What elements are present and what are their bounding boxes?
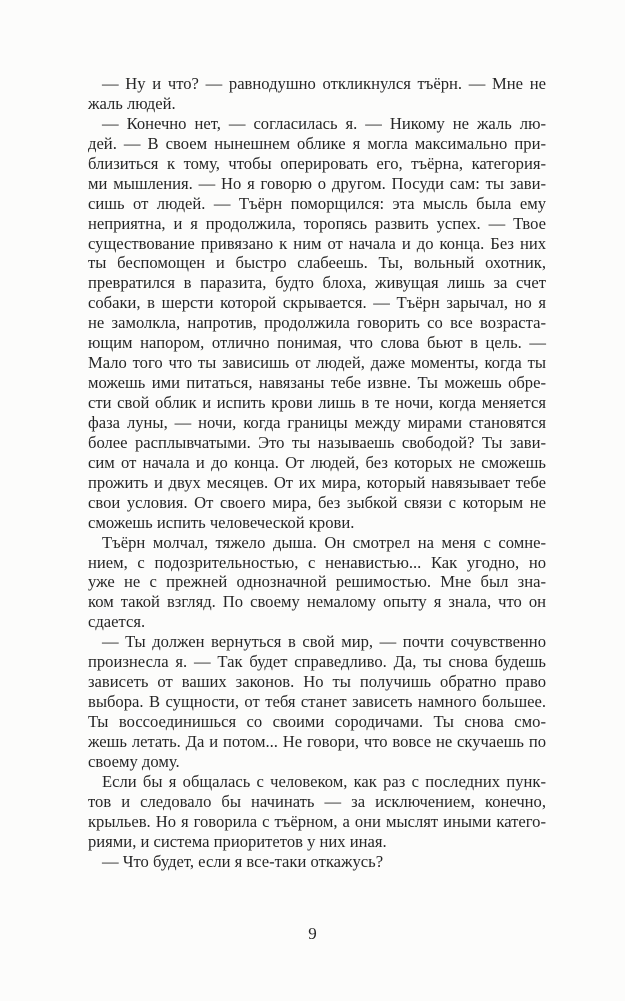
- text-line: свои условия. От своего мира, без зыбкой связи с которым не: [88, 492, 546, 512]
- text-line: прожить и двух месяцев. От их мира, который навязывает тебе: [88, 472, 546, 492]
- text-line: не замолкла, напротив, продолжила говорить со все возраста-: [88, 313, 546, 333]
- text-line: Если бы я общалась с человеком, как раз с последних пунк-: [102, 771, 546, 791]
- text-line: риями, и система приоритетов у них иная.: [88, 831, 387, 851]
- text-line: собаки, в шерсти которой скрывается. — Тъёрн зарычал, но я: [88, 293, 546, 313]
- text-line: сти свой облик и испить крови лишь в те ночи, когда меняется: [88, 393, 546, 412]
- paragraph: [88, 114, 546, 533]
- text-line: нием, с подозрительностью, с ненавистью... Как угодно, но: [88, 552, 546, 572]
- page-number: 9: [308, 924, 317, 943]
- text-line: близиться к тому, чтобы оперировать его, тъёрна, категория-: [88, 153, 546, 173]
- paragraph: [88, 533, 546, 633]
- text-line: Тъёрн молчал, тяжело дыша. Он смотрел на меня с сомне-: [102, 532, 546, 552]
- text-line: ми мышления. — Но я говорю о другом. Посуди сам: ты зави-: [88, 173, 546, 193]
- text-line: фаза луны, — ночи, когда границы между мирами становятся: [88, 412, 546, 432]
- text-line: существование привязано к ним от начала и до конца. Без них: [88, 233, 546, 253]
- text-line: можешь ими питаться, навязаны тебе извне. Ты можешь обре-: [88, 373, 546, 393]
- text-line: своему дому.: [88, 751, 180, 771]
- text-line: зависеть от ваших законов. Но ты получишь обратно право: [88, 672, 546, 692]
- paragraph: [88, 772, 546, 852]
- paragraph: [88, 632, 546, 772]
- text-line: произнесла я. — Так будет справедливо. Да, ты снова будешь: [88, 652, 546, 672]
- text-line: — Конечно нет, — согласилась я. — Никому не жаль лю-: [102, 113, 546, 133]
- text-line: выбора. В сущности, от тебя станет зависеть намного большее.: [88, 692, 546, 712]
- paragraph: [88, 74, 546, 114]
- text-line: жаль людей.: [88, 93, 176, 113]
- text-line: неприятна, и я продолжила, торопясь развить успех. — Твое: [88, 213, 546, 233]
- text-line: крыльев. Но я говорила с тъёрном, а они мыслят иными катего-: [88, 811, 546, 831]
- text-line: ты беспомощен и быстро слабеешь. Ты, вольный охотник,: [88, 253, 546, 273]
- text-line: Мало того что ты зависишь от людей, даже моменты, когда ты: [88, 353, 546, 373]
- text-line: Ты воссоединишься со своими сородичами. Ты снова смо-: [88, 712, 546, 731]
- text-line: сдается.: [88, 612, 146, 632]
- text-line: — Ты должен вернуться в свой мир, — почти сочувственно: [102, 632, 546, 652]
- paragraph: [88, 852, 546, 872]
- text-line: ком такой взгляд. По своему немалому опыту я знала, что он: [88, 592, 546, 612]
- text-line: жешь летать. Да и потом... Не говори, что вовсе не скучаешь по: [88, 731, 546, 751]
- text-line: тов и следовало бы начинать — за исключением, конечно,: [88, 791, 546, 811]
- text-line: сим от начала и до конца. От людей, без которых не сможешь: [88, 452, 546, 472]
- text-line: сможешь испить человеческой крови.: [88, 512, 355, 532]
- text-line: — Что будет, если я все-таки откажусь?: [102, 851, 384, 871]
- text-line: превратился в паразита, будто блоха, живущая лишь за счет: [88, 273, 546, 293]
- text-line: дей. — В своем нынешнем облике я могла максимально при-: [88, 133, 546, 153]
- text-line: уже не с прежней однозначной решимостью. Мне был зна-: [88, 572, 546, 592]
- text-line: сишь от людей. — Тъёрн поморщился: эта мысль была ему: [88, 193, 546, 213]
- text-line: — Ну и что? — равнодушно откликнулся тъёрн. — Мне не: [102, 74, 546, 93]
- page-body-text: [88, 74, 546, 872]
- text-line: ющим напором, отлично понимая, что слова бьют в цель. —: [88, 333, 546, 353]
- text-line: более расплывчатыми. Это ты называешь свободой? Ты зави-: [88, 432, 546, 452]
